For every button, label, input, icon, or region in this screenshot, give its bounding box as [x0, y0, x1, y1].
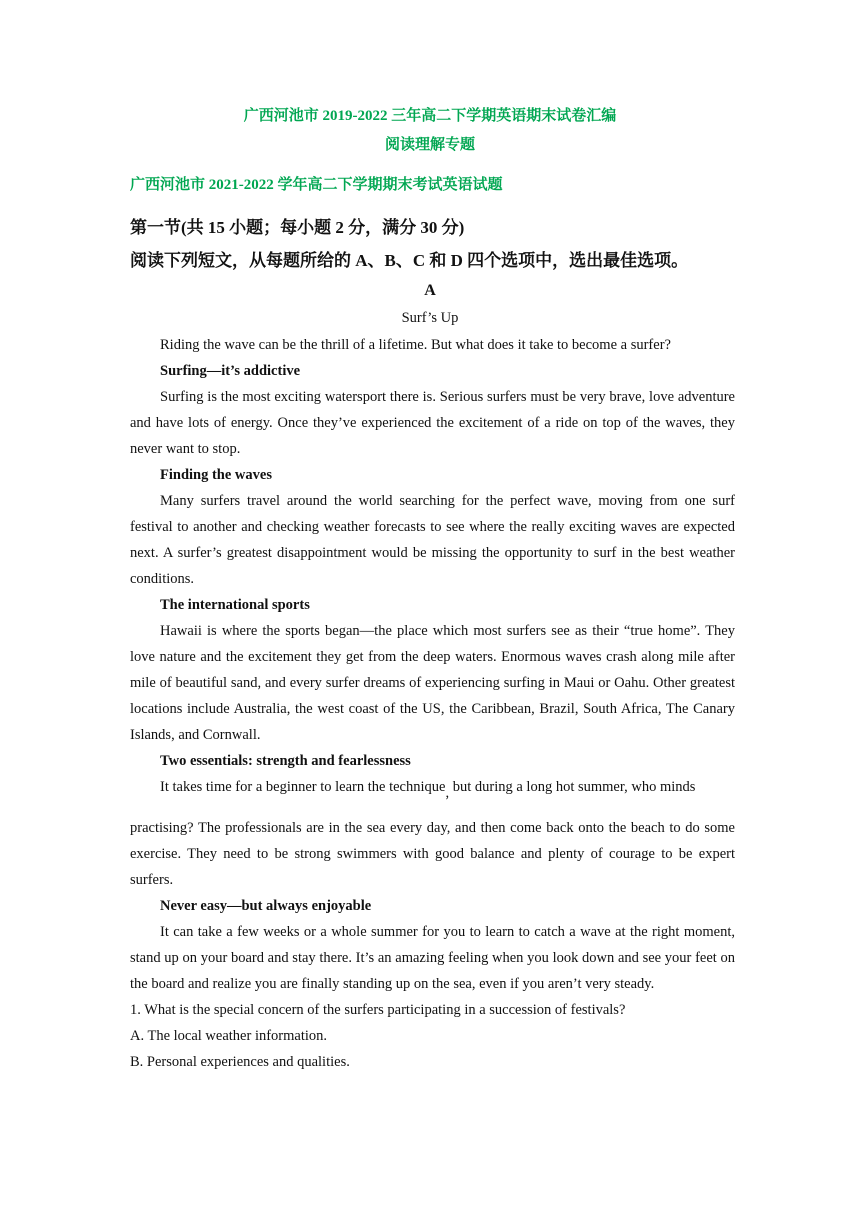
passage-heading-3: The international sports	[160, 597, 310, 613]
passage-paragraph-3: Hawaii is where the sports began—the place which most surfers see as their “true home”. They love nature and the excitement they get from the deep waters. Enormous waves crash along mile after mile of beautiful sand, and every surfer dreams of experiencing surfing in Maui or Oahu. Other greatest locations include Australia, the west coast of the US, the Caribbean, Brazil, South Africa, The Canary Islands, and Cornwall.	[130, 623, 735, 743]
paragraph-4-comma: ,	[445, 785, 450, 801]
paragraph-4-part-b: but during a long hot summer, who minds	[449, 779, 696, 795]
passage-letter: A	[424, 282, 436, 299]
passage-paragraph-5: It can take a few weeks or a whole summer for you to learn to catch a wave at the right moment, stand up on your board and stay there. It’s an amazing feeling when you look down and see your feet on the board and realize you are finally standing up on the sea, even if you aren’t very steady.	[130, 924, 735, 992]
passage-paragraph-2: Many surfers travel around the world searching for the perfect wave, moving from one surf festival to another and checking weather forecasts to see where the really exciting waves are expected next. A surfer’s greatest disappointment would be missing the opportunity to surf in the best weather conditions.	[130, 493, 735, 587]
passage-paragraph-4-line1	[130, 774, 735, 800]
passage-heading-4: Two essentials: strength and fearlessness	[160, 753, 411, 769]
passage-paragraph-1: Surfing is the most exciting watersport there is. Serious surfers must be very brave, love adventure and have lots of energy. Once they’ve experienced the excitement of a ride on top of the waves, they never want to stop.	[130, 389, 735, 457]
document-subtitle: 阅读理解专题	[384, 137, 475, 153]
question-1-option-a: A. The local weather information.	[130, 1028, 328, 1044]
passage-body-part2	[130, 815, 735, 1075]
question-1-option-b: B. Personal experiences and qualities.	[130, 1054, 350, 1070]
passage-body-part1	[130, 332, 735, 800]
exam-title: 广西河池市 2021-2022 学年高二下学期期末考试英语试题	[130, 177, 503, 193]
paragraph-4-part-a: It takes time for a beginner to learn the technique	[160, 779, 446, 795]
document-title: 广西河池市 2019-2022 三年高二下学期英语期末试卷汇编	[243, 108, 617, 124]
section-instructions: 阅读下列短文，从每题所给的 A、B、C 和 D 四个选项中，选出最佳选项。	[130, 251, 689, 270]
passage-heading-5: Never easy—but always enjoyable	[160, 898, 372, 914]
section-heading: 第一节(共 15 小题；每小题 2 分，满分 30 分)	[130, 218, 465, 237]
passage-paragraph-4-cont: practising? The professionals are in the sea every day, and then come back onto the beach to do some exercise. They need to be strong swimmers with good balance and plenty of courage to be expert surfers.	[130, 820, 735, 888]
passage-title: Surf’s Up	[401, 310, 459, 326]
passage-heading-1: Surfing—it’s addictive	[160, 363, 301, 379]
question-1-stem: 1. What is the special concern of the surfers participating in a succession of festivals?	[130, 1002, 626, 1018]
passage-intro: Riding the wave can be the thrill of a lifetime. But what does it take to become a surfer?	[160, 337, 671, 353]
passage-heading-2: Finding the waves	[160, 467, 272, 483]
